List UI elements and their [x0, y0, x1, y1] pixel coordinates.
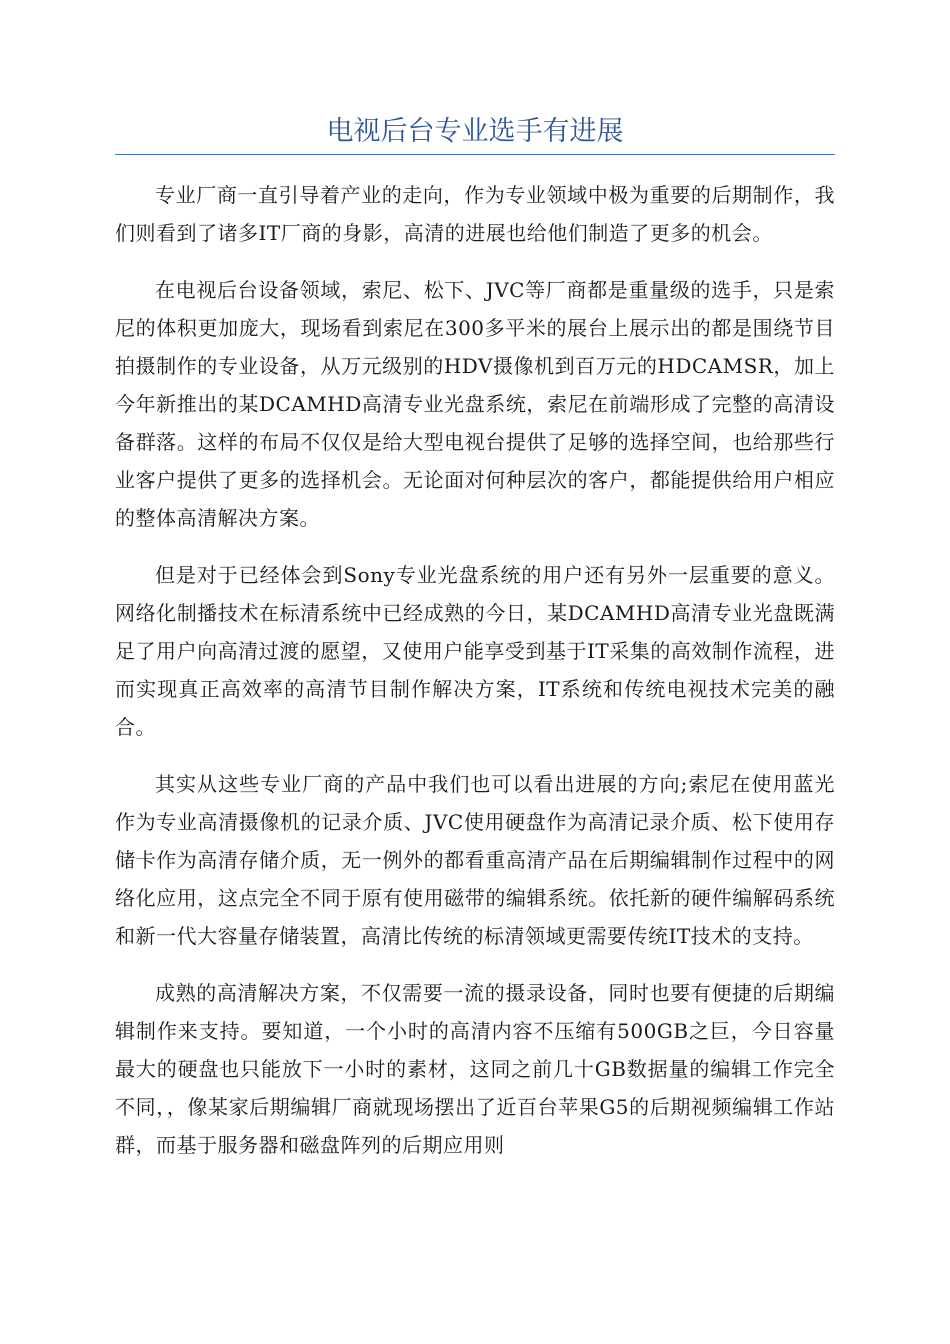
paragraph-2: 在电视后台设备领域，索尼、松下、JVC等厂商都是重量级的选手，只是索尼的体积更加庞大，现场看到索尼在300多平米的展台上展示出的都是围绕节目拍摄制作的专业设备，从万元级别的HDV摄像机到百万元的HDCAMSR，加上今年新推出的某DCAMHD高清专业光盘系统，索尼在前端形成了完整的高清设备群落。这样的布局不仅仅是给大型电视台提供了足够的选择空间，也给那些行业客户提供了更多的选择机会。无论面对何种层次的客户，都能提供给用户相应的整体高清解决方案。 [115, 278, 835, 530]
paragraph-3: 但是对于已经体会到Sony专业光盘系统的用户还有另外一层重要的意义。网络化制播技术在标清系统中已经成熟的今日，某DCAMHD高清专业光盘既满足了用户向高清过渡的愿望，又使用户能享受到基于IT采集的高效制作流程，进而实现真正高效率的高清节目制作解决方案，IT系统和传统电视技术完美的融合。 [115, 563, 835, 739]
paragraph-4: 其实从这些专业厂商的产品中我们也可以看出进展的方向;索尼在使用蓝光作为专业高清摄像机的记录介质、JVC使用硬盘作为高清记录介质、松下使用存储卡作为高清存储介质，无一例外的都看重高清产品在后期编辑制作过程中的网络化应用，这点完全不同于原有使用磁带的编辑系统。依托新的硬件编解码系统和新一代大容量存储装置，高清比传统的标清领域更需要传统IT技术的支持。 [115, 772, 835, 948]
title-underline [115, 154, 835, 155]
paragraph-1: 专业厂商一直引导着产业的走向，作为专业领域中极为重要的后期制作，我们则看到了诸多IT厂商的身影，高清的进展也给他们制造了更多的机会。 [115, 183, 835, 245]
paragraph-5: 成熟的高清解决方案，不仅需要一流的摄录设备，同时也要有便捷的后期编辑制作来支持。要知道，一个小时的高清内容不压缩有500GB之巨，今日容量最大的硬盘也只能放下一小时的素材，这同之前几十GB数据量的编辑工作完全不同，，像某家后期编辑厂商就现场摆出了近百台苹果G5的后期视频编辑工作站群，而基于服务器和磁盘阵列的后期应用则 [115, 981, 835, 1157]
document-title: 电视后台专业选手有进展 [326, 116, 624, 147]
document-body [115, 176, 835, 1183]
